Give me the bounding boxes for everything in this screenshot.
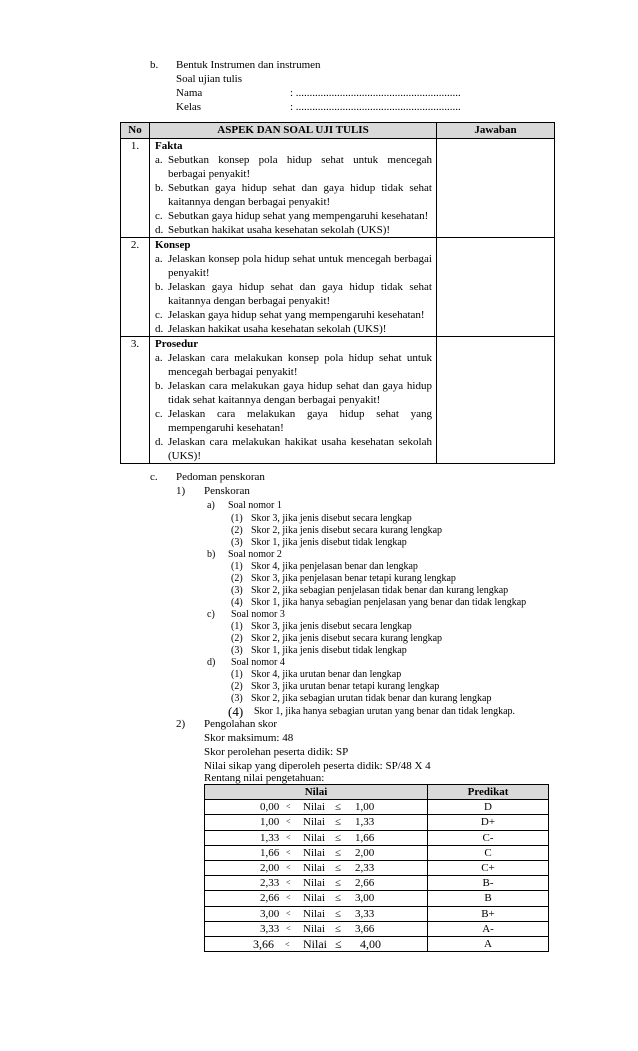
item-letter: c. — [155, 408, 163, 420]
col-header-aspek: ASPEK DAN SOAL UJI TULIS — [150, 123, 437, 139]
criterion-marker: (3) — [231, 585, 243, 596]
less-equal-symbol: ≤ — [335, 801, 342, 814]
criterion-marker: (3) — [231, 693, 243, 704]
item-letter: a. — [155, 154, 163, 166]
criterion-marker: (2) — [231, 573, 243, 584]
less-than-symbol: < — [286, 878, 291, 888]
item-letter: c. — [155, 309, 163, 321]
less-equal-symbol: ≤ — [335, 922, 342, 935]
table-row — [205, 845, 549, 860]
grade-range-cell — [205, 906, 428, 921]
item-text: Sebutkan gaya hidup sehat dan gaya hidup tidak sehat kaitannya dengan berbagai penyakit! — [168, 182, 432, 208]
soal-title: Soal nomor 1 — [228, 500, 282, 511]
list-item — [150, 153, 436, 181]
question-cell — [150, 139, 437, 238]
row-number: 1. — [121, 139, 150, 238]
soal-title: Soal nomor 4 — [231, 657, 285, 668]
predikat-cell: C — [428, 845, 549, 860]
section-title: Konsep — [155, 239, 191, 251]
col-header-jawaban: Jawaban — [437, 123, 555, 139]
less-than-symbol: < — [286, 863, 291, 873]
criterion-marker: (1) — [231, 561, 243, 572]
score-info-line: Skor perolehan peserta didik: SP — [204, 746, 349, 758]
range-high: 4,00 — [360, 936, 381, 951]
question-table-header — [121, 123, 555, 139]
range-high: 1,00 — [355, 801, 375, 814]
pengolahan-marker: 2) — [176, 718, 186, 730]
predikat-cell: B- — [428, 876, 549, 891]
pengolahan-title: Pengolahan skor — [204, 718, 278, 730]
table-row — [121, 139, 555, 238]
soal-marker: b) — [207, 549, 216, 560]
soal-marker: d) — [207, 657, 216, 668]
range-low: 3,00 — [260, 907, 280, 920]
grade-range-cell — [205, 876, 428, 891]
list-item — [150, 407, 436, 435]
criterion-text: Skor 3, jika penjelasan benar tetapi kurang lengkap — [251, 573, 456, 584]
item-text: Jelaskan hakikat usaha kesehatan sekolah (UKS)! — [168, 323, 387, 335]
item-letter: d. — [155, 436, 164, 448]
range-high: 2,66 — [355, 877, 375, 890]
question-cell — [150, 238, 437, 337]
field-label-nama: Nama — [176, 87, 203, 99]
criterion-text: Skor 3, jika jenis disebut secara lengkap — [251, 513, 412, 524]
question-cell — [150, 337, 437, 464]
grade-range-cell — [205, 921, 428, 936]
predikat-cell: D — [428, 800, 549, 815]
criterion-marker: (3) — [231, 537, 243, 548]
criterion-text: Skor 3, jika urutan benar tetapi kurang lengkap — [251, 681, 440, 692]
criterion-text: Skor 1, jika jenis disebut tidak lengkap — [251, 537, 407, 548]
criterion-text: Skor 3, jika jenis disebut secara lengkap — [251, 621, 412, 632]
item-text: Jelaskan konsep pola hidup sehat untuk mencegah berbagai penyakit! — [168, 253, 432, 279]
grade-range-cell — [205, 800, 428, 815]
range-label: Nilai — [303, 831, 325, 844]
criterion-text: Skor 4, jika penjelasan benar dan lengkap — [251, 561, 418, 572]
list-item — [150, 351, 436, 379]
answer-cell[interactable] — [437, 238, 555, 337]
list-item — [150, 252, 436, 280]
range-label: Nilai — [303, 801, 325, 814]
col-header-nilai: Nilai — [205, 785, 428, 800]
list-item — [150, 223, 436, 237]
range-label: Nilai — [303, 862, 325, 875]
item-letter: b. — [155, 182, 164, 194]
table-row — [121, 337, 555, 464]
table-row — [205, 860, 549, 875]
item-text: Sebutkan hakikat usaha kesehatan sekolah (UKS)! — [168, 224, 391, 236]
row-number: 2. — [121, 238, 150, 337]
table-row — [205, 921, 549, 936]
field-value-kelas: : ............................................................ — [290, 101, 461, 113]
less-than-symbol: < — [286, 908, 291, 918]
less-equal-symbol: ≤ — [335, 846, 342, 859]
range-low: 1,66 — [260, 846, 280, 859]
less-than-symbol: < — [286, 893, 291, 903]
answer-cell[interactable] — [437, 337, 555, 464]
item-text: Sebutkan gaya hidup sehat yang mempengaruhi kesehatan! — [168, 210, 429, 222]
range-low: 1,00 — [260, 816, 280, 829]
grade-range-cell — [205, 936, 428, 951]
grade-range-cell — [205, 860, 428, 875]
range-low: 2,00 — [260, 862, 280, 875]
criterion-text: Skor 4, jika urutan benar dan lengkap — [251, 669, 402, 680]
table-row — [205, 830, 549, 845]
row-number: 3. — [121, 337, 150, 464]
predikat-cell: D+ — [428, 815, 549, 830]
col-header-no: No — [121, 123, 150, 139]
range-label: Nilai — [303, 892, 325, 905]
criterion-text: Skor 1, jika hanya sebagian urutan yang benar dan tidak lengkap. — [254, 706, 516, 717]
table-row — [205, 815, 549, 830]
table-row — [121, 238, 555, 337]
item-letter: b. — [155, 281, 164, 293]
scoring-guide-title: Pedoman penskoran — [176, 471, 265, 483]
item-letter: b. — [155, 380, 164, 392]
criterion-text: Skor 2, jika jenis disebut secara kurang lengkap — [251, 525, 443, 536]
penskoran-marker: 1) — [176, 485, 186, 497]
less-than-symbol: < — [285, 939, 290, 949]
range-high: 1,66 — [355, 831, 375, 844]
less-than-symbol: < — [286, 832, 291, 842]
less-equal-symbol: ≤ — [335, 816, 342, 829]
range-label: Nilai — [303, 877, 325, 890]
section-title: Prosedur — [155, 338, 199, 350]
criterion-marker: (2) — [231, 525, 243, 536]
criterion-marker: (2) — [231, 633, 243, 644]
table-row — [205, 906, 549, 921]
section-marker-b: b. — [150, 59, 159, 71]
list-item — [150, 379, 436, 407]
grade-range-cell — [205, 845, 428, 860]
table-row — [205, 936, 549, 951]
item-text: Jelaskan cara melakukan hakikat usaha kesehatan sekolah (UKS)! — [168, 436, 432, 462]
range-low: 0,00 — [260, 801, 280, 814]
list-item — [150, 181, 436, 209]
instrument-subtitle: Soal ujian tulis — [176, 73, 242, 85]
less-equal-symbol: ≤ — [335, 877, 342, 890]
criterion-text: Skor 2, jika jenis disebut secara kurang lengkap — [251, 633, 443, 644]
item-text: Jelaskan gaya hidup sehat dan gaya hidup tidak sehat kaitannya dengan berbagai penyakit! — [168, 281, 432, 307]
grade-range-cell — [205, 815, 428, 830]
predikat-cell: C+ — [428, 860, 549, 875]
less-than-symbol: < — [286, 847, 291, 857]
list-item — [150, 435, 436, 463]
criterion-text: Skor 2, jika sebagian penjelasan tidak benar dan kurang lengkap — [251, 585, 509, 596]
col-header-predikat: Predikat — [428, 785, 549, 800]
range-low: 3,66 — [253, 936, 274, 951]
criterion-marker: (3) — [231, 645, 243, 656]
table-row — [205, 876, 549, 891]
range-label: Nilai — [303, 816, 325, 829]
predikat-cell: C- — [428, 830, 549, 845]
grade-table-header — [205, 785, 549, 800]
range-high: 3,00 — [355, 892, 375, 905]
list-item — [150, 308, 436, 322]
range-low: 1,33 — [260, 831, 280, 844]
criterion-marker: (1) — [231, 669, 243, 680]
score-info-line: Nilai sikap yang diperoleh peserta didik: SP/48 X 4 — [204, 760, 431, 772]
range-low: 3,33 — [260, 922, 280, 935]
answer-cell[interactable] — [437, 139, 555, 238]
predikat-cell: B — [428, 891, 549, 906]
list-item — [150, 280, 436, 308]
predikat-cell: B+ — [428, 906, 549, 921]
range-label: Nilai — [303, 922, 325, 935]
field-label-kelas: Kelas — [176, 101, 202, 113]
criterion-marker: (1) — [231, 621, 243, 632]
range-low: 2,66 — [260, 892, 280, 905]
less-than-symbol: < — [286, 923, 291, 933]
grade-range-cell — [205, 891, 428, 906]
criterion-text: Skor 1, jika jenis disebut tidak lengkap — [251, 645, 407, 656]
table-row — [205, 800, 549, 815]
item-text: Jelaskan cara melakukan gaya hidup sehat yang mempengaruhi kesehatan! — [168, 408, 432, 434]
score-info-line: Rentang nilai pengetahuan: — [204, 772, 325, 784]
soal-marker: a) — [207, 500, 215, 511]
less-equal-symbol: ≤ — [335, 907, 342, 920]
penskoran-title: Penskoran — [204, 485, 250, 497]
item-letter: a. — [155, 253, 163, 265]
table-row — [205, 891, 549, 906]
predikat-cell: A — [428, 936, 549, 951]
less-equal-symbol: ≤ — [335, 831, 342, 844]
field-value-nama: : ............................................................ — [290, 87, 461, 99]
range-low: 2,33 — [260, 877, 280, 890]
predikat-cell: A- — [428, 921, 549, 936]
criterion-marker: (4) — [228, 704, 244, 719]
instrument-title: Bentuk Instrumen dan instrumen — [176, 59, 321, 71]
range-label: Nilai — [303, 846, 325, 859]
range-high: 3,33 — [355, 907, 375, 920]
less-equal-symbol: ≤ — [335, 936, 342, 951]
question-table — [120, 122, 555, 464]
criterion-text: Skor 1, jika hanya sebagian penjelasan yang benar dan tidak lengkap — [251, 597, 527, 608]
less-than-symbol: < — [286, 817, 291, 827]
item-letter: c. — [155, 210, 163, 222]
criterion-marker: (4) — [231, 597, 243, 608]
range-high: 2,00 — [355, 846, 375, 859]
range-label: Nilai — [303, 936, 327, 951]
item-letter: d. — [155, 323, 164, 335]
range-label: Nilai — [303, 907, 325, 920]
range-high: 3,66 — [355, 922, 375, 935]
less-equal-symbol: ≤ — [335, 862, 342, 875]
criterion-marker: (2) — [231, 681, 243, 692]
range-high: 2,33 — [355, 862, 375, 875]
less-equal-symbol: ≤ — [335, 892, 342, 905]
grade-range-cell — [205, 830, 428, 845]
list-item — [150, 209, 436, 223]
item-letter: a. — [155, 352, 163, 364]
soal-marker: c) — [207, 609, 215, 620]
section-marker-c: c. — [150, 471, 158, 483]
criterion-text: Skor 2, jika sebagian urutan tidak benar dan kurang lengkap — [251, 693, 492, 704]
item-text: Jelaskan cara melakukan gaya hidup sehat dan gaya hidup tidak sehat kaitannya dengan berbagai penyakit! — [168, 380, 432, 406]
range-high: 1,33 — [355, 816, 375, 829]
grade-range-table — [204, 784, 549, 952]
item-text: Jelaskan gaya hidup sehat yang mempengaruhi kesehatan! — [168, 309, 425, 321]
less-than-symbol: < — [286, 802, 291, 812]
section-title: Fakta — [155, 140, 183, 152]
item-text: Jelaskan cara melakukan konsep pola hidup sehat untuk mencegah berbagai penyakit! — [168, 352, 432, 378]
soal-title: Soal nomor 2 — [228, 549, 282, 560]
item-text: Sebutkan konsep pola hidup sehat untuk mencegah berbagai penyakit! — [168, 154, 432, 180]
item-letter: d. — [155, 224, 164, 236]
criterion-marker: (1) — [231, 513, 243, 524]
list-item — [150, 322, 436, 336]
score-info-line: Skor maksimum: 48 — [204, 732, 294, 744]
soal-title: Soal nomor 3 — [231, 609, 285, 620]
